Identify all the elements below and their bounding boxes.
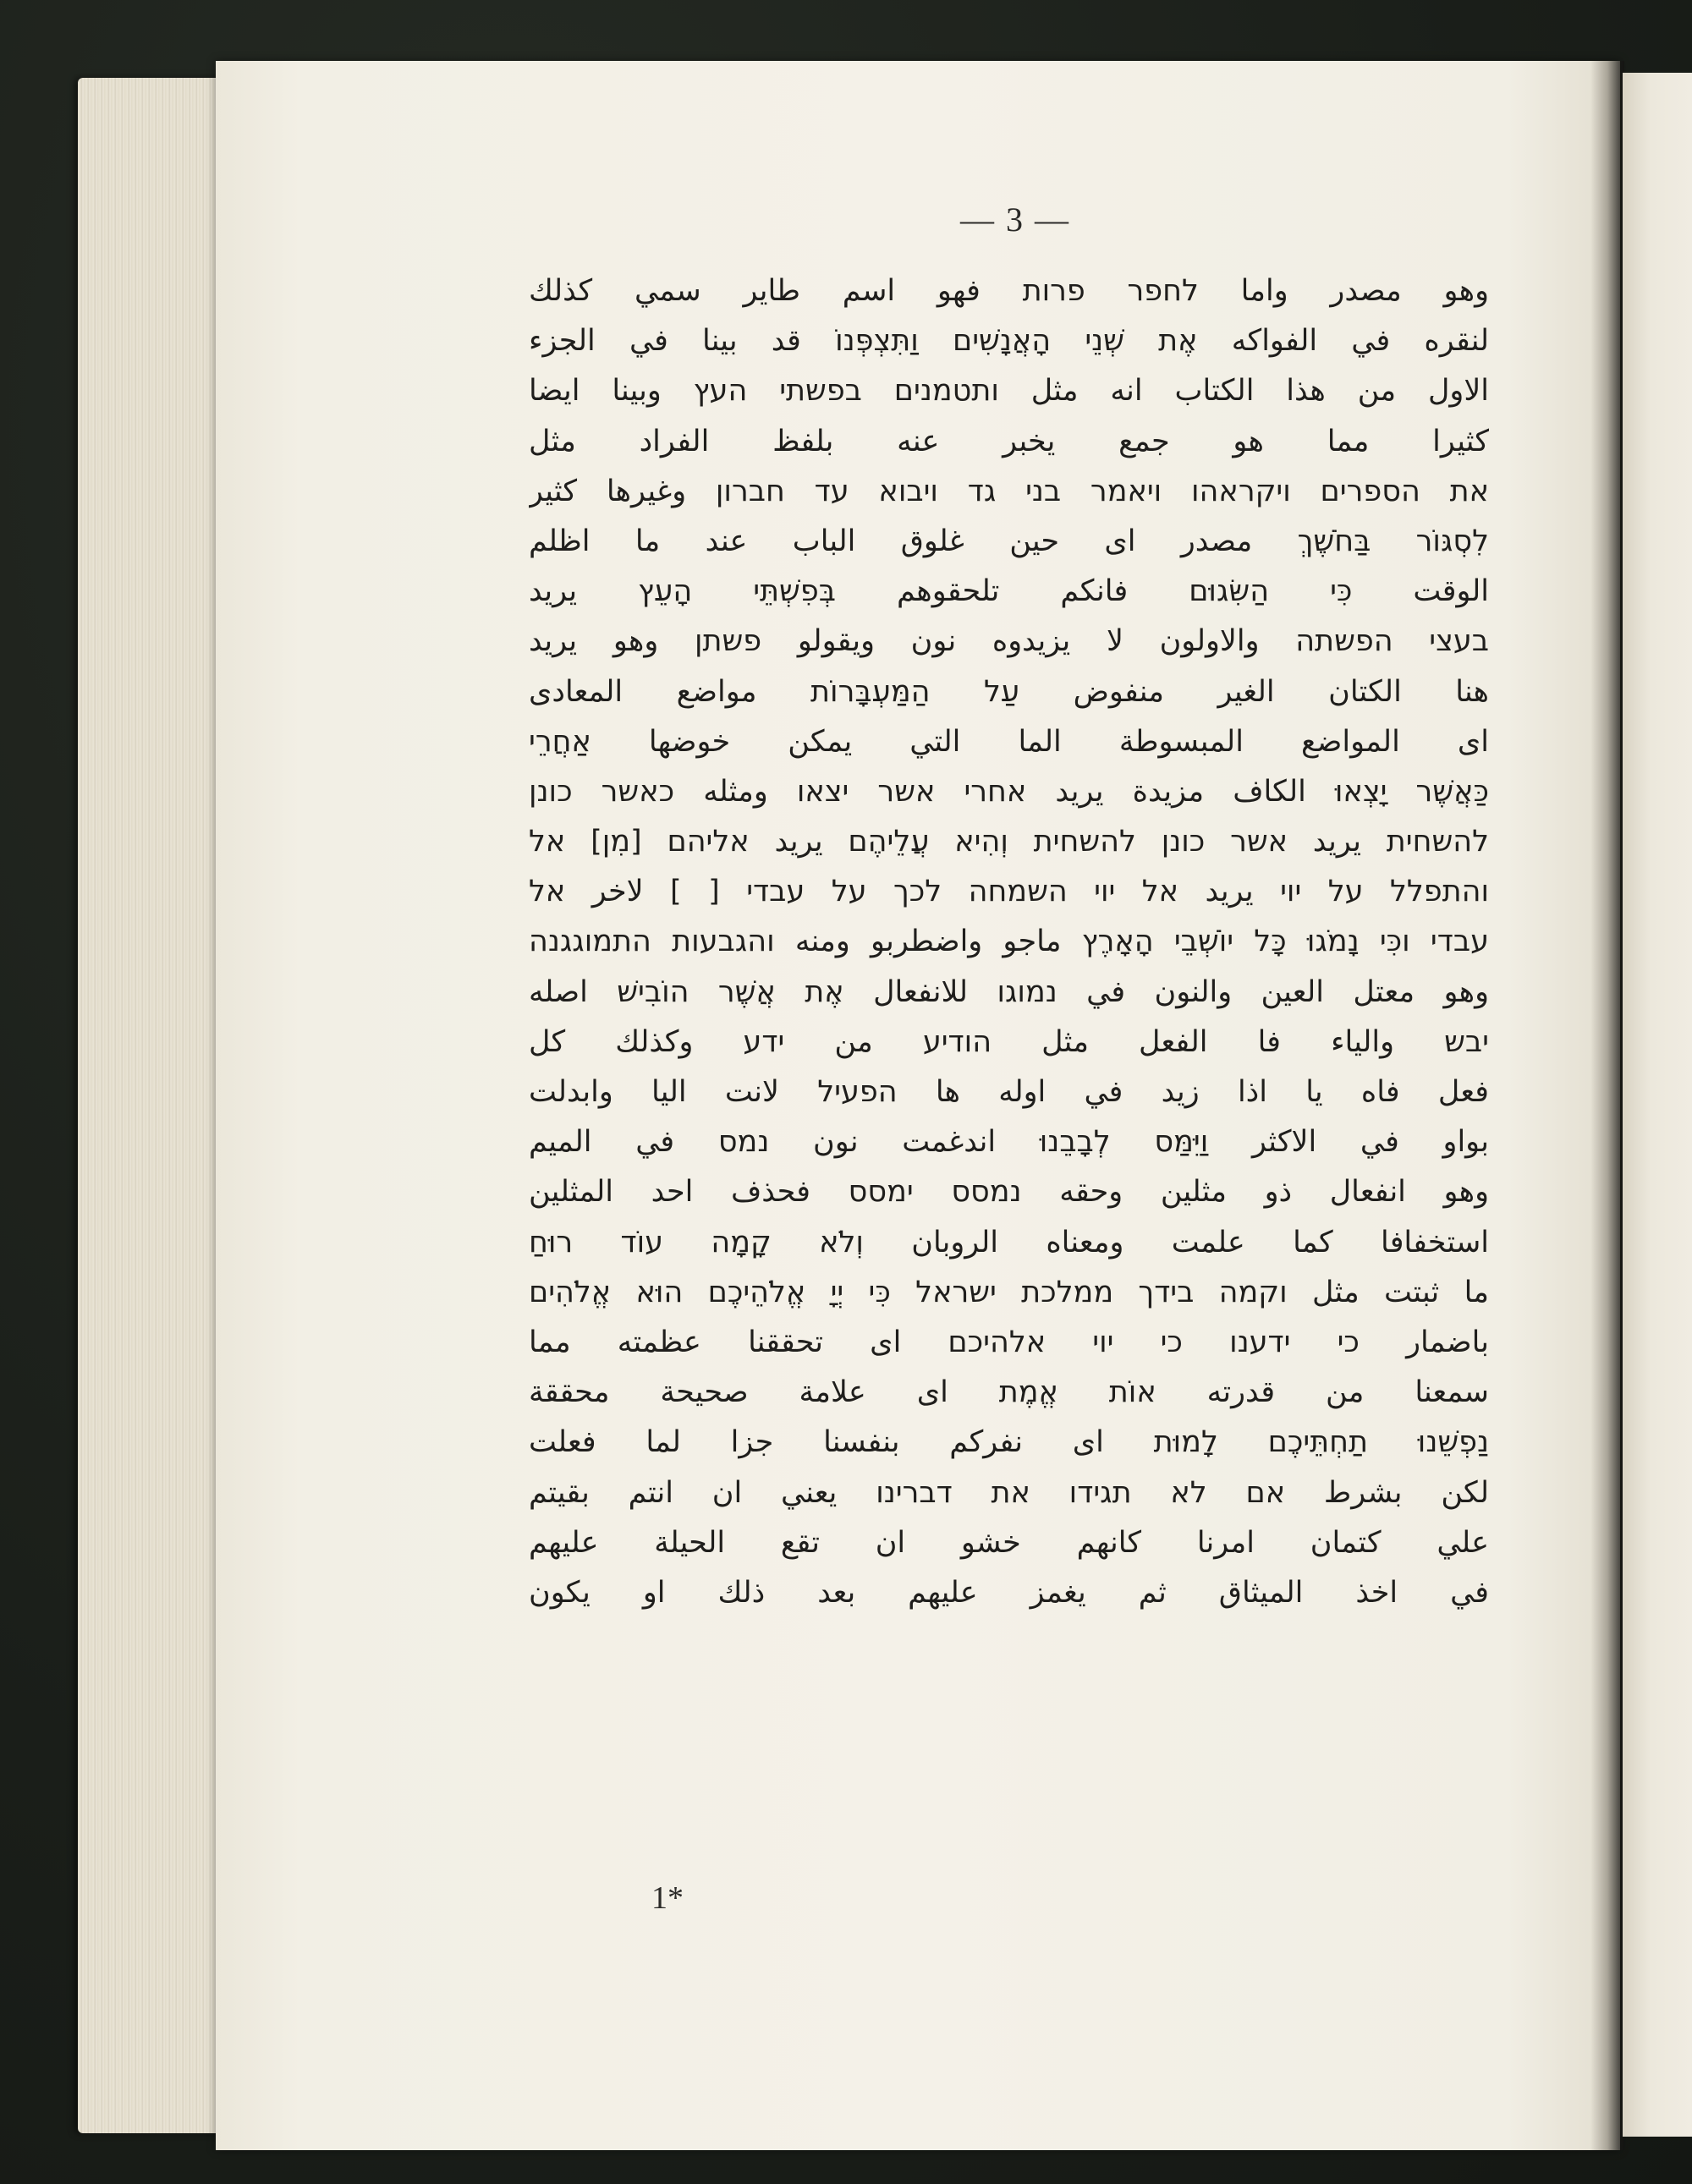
page-number: — 3 — <box>960 200 1070 239</box>
text-line: في اخذ الميثاق ثم يغمز عليهم بعد ذلك او يكون <box>529 1575 1489 1610</box>
text-line: יבש والياء فا الفعل مثل הודיע من ידע وكذلك كل <box>529 1024 1489 1059</box>
text-line: ما ثبتت مثل וקמה בידך ממלכת ישראל כִּי יְיָ אֱלֹהֵיכֶם הוּא אֱלֹהִים <box>529 1275 1489 1309</box>
text-line: وهو مصدر واما לחפר פרות فهو اسم طاير سمي كذلك <box>529 274 1489 308</box>
text-line: لكن بشرط אם לא תגידו את דברינו يعني ان انتم بقيتم <box>529 1475 1489 1510</box>
gutter-shadow <box>1590 61 1624 2150</box>
facing-page <box>1623 73 1692 2137</box>
text-block <box>529 266 1489 1890</box>
text-line: لنقره في الفواكه אֶת שְׁנֵי הָאֲנָשִׁים וַתִּצְפְּנוֹ قد بينا في الجزء <box>529 324 1489 359</box>
text-line: وهو معتل العين والنون في נמוגו للانفعال אֶת אֲשֶׁר הוֹבִישׁ اصله <box>529 974 1489 1009</box>
text-line: الوقت כִּי הַשִּׂגוּם فانكم تلحقوهم בְּפִשְׁתֵּי הָעֵץ يريد <box>529 574 1489 609</box>
text-line: استخفافا كما علمت ومعناه الروبان וְלֹא קָמָה עוֹד רוּחַ <box>529 1225 1489 1259</box>
text-line: سمعنا من قدرته אוֹת אֱמֶת اى علامة صحيحة محققة <box>529 1375 1489 1410</box>
text-line: בעצי הפשתה والاولون لا يزيدوه نون ويقولو פשתן وهو يريد <box>529 624 1489 659</box>
text-line: كثيرا مما هو جمع يخبر عنه بلفظ الفراد مثل <box>529 424 1489 458</box>
text-line: והתפלל על יוי يريد אל יוי השמחה לכך על עבדי [ ] لاخر אל <box>529 875 1489 909</box>
page-edges <box>78 78 230 2133</box>
text-line: الاول من هذا الكتاب انه مثل ותטמנים בפשתי העץ وبينا ايضا <box>529 374 1489 409</box>
text-line: باضمار כי ידענו כי יוי אלהיכם اى تحققنا عظمته مما <box>529 1325 1489 1359</box>
signature-mark: 1* <box>651 1880 684 1916</box>
text-line: بواو في الاكثر וַיִּמַּס לְבָבֵנוּ اندغمت نون נמס في الميم <box>529 1125 1489 1160</box>
text-line: علي كتمان امرنا كانهم خشو ان تقع الحيلة عليهم <box>529 1525 1489 1560</box>
text-line: כַּאֲשֶׁר יָצְאוּ الكاف مزيدة يريد אחרי אשר יצאו ومثله כאשר כונן <box>529 774 1489 809</box>
text-line: נַפְשֵׁנוּ תַחְתֵּיכֶם לָמוּת اى نفركم بنفسنا جزا لما فعلت <box>529 1425 1489 1460</box>
text-line: עבדי וכִּי נָמֹגוּ כָּל יוֹשְׁבֵי הָאָרֶץ ماجو واضطربو ومنه והגבעות התמוגגנה <box>529 925 1489 959</box>
text-line: לִסְגּוֹר בַּחֹשֶׁךְ مصدر اى حين غلوق الباب عند ما اظلم <box>529 524 1489 558</box>
text-line: את הספרים ויקראהו ויאמר בני גד ויבוא עד חברון وغيرها كثير <box>529 474 1489 508</box>
text-line: وهو انفعال ذو مثلين وحقه נמסס ימסס فحذف احد المثلين <box>529 1175 1489 1210</box>
text-line: فعل فاه يا اذا زيد في اوله ها הפעיל لانت اليا وابدلت <box>529 1075 1489 1109</box>
text-line: هنا الكتان الغير منفوض עַל הַמַּעְבָּרוֹת مواضع المعادى <box>529 674 1489 709</box>
text-line: להשחית يريد אשר כונן להשחית וְהִיא עֲלֵיהֶם يريد אליהם [מִן] אל <box>529 825 1489 859</box>
text-line: اى المواضع المبسوطة الما التي يمكن خوضها אַחֲרֵי <box>529 724 1489 759</box>
